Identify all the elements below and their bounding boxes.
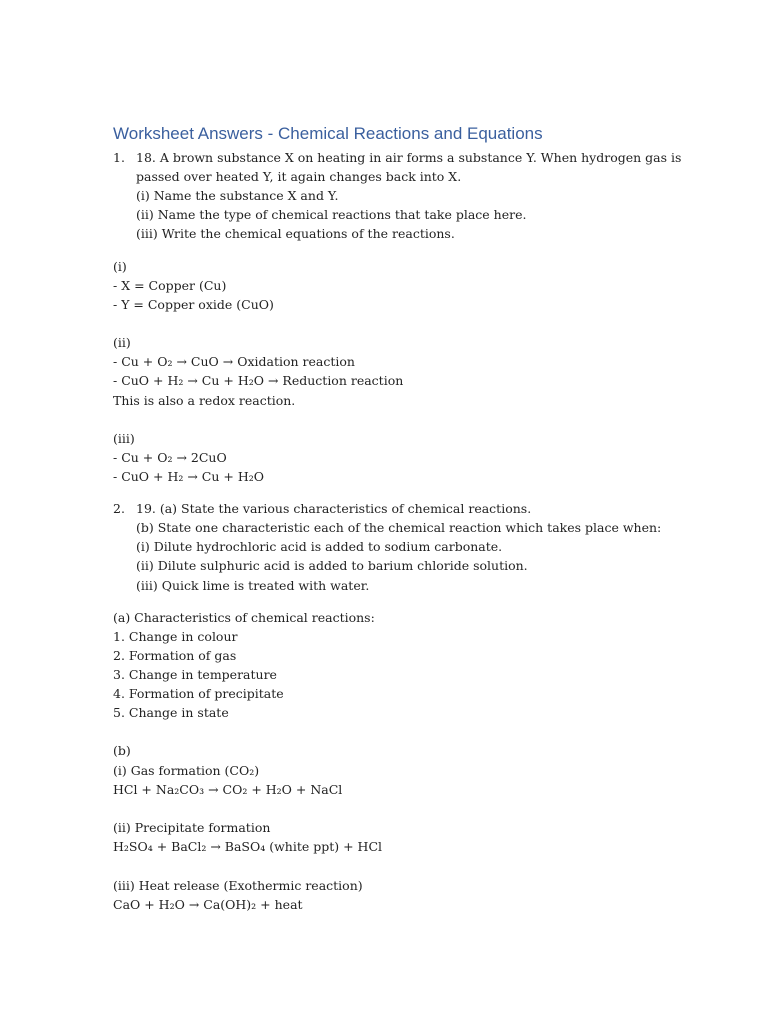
answer-line: - Cu + O₂ → 2CuO	[113, 450, 227, 465]
question-2-line: 19. (a) State the various characteristics of chemical reactions.	[136, 501, 532, 516]
question-2-line: (ii) Dilute sulphuric acid is added to barium chloride solution.	[136, 558, 528, 573]
question-2-line: (b) State one characteristic each of the chemical reaction which takes place when:	[136, 520, 662, 535]
answer-line: (ii) Precipitate formation	[113, 820, 271, 835]
question-2-line: (iii) Quick lime is treated with water.	[136, 578, 370, 593]
page-title: Worksheet Answers - Chemical Reactions and Equations	[113, 124, 543, 143]
question-1-line: 18. A brown substance X on heating in air forms a substance Y. When hydrogen gas is	[136, 150, 682, 165]
answer-line: H₂SO₄ + BaCl₂ → BaSO₄ (white ppt) + HCl	[113, 839, 383, 854]
question-1-number: 1.	[113, 150, 125, 165]
answer-line: CaO + H₂O → Ca(OH)₂ + heat	[113, 897, 303, 912]
answer-line: - Cu + O₂ → CuO → Oxidation reaction	[113, 354, 355, 369]
answer-line: (i) Gas formation (CO₂)	[113, 763, 260, 778]
answer-line: HCl + Na₂CO₃ → CO₂ + H₂O + NaCl	[113, 782, 343, 797]
answer-2-part-b-label: (b)	[113, 743, 131, 758]
answer-2-part-a-label: (a) Characteristics of chemical reactions:	[113, 610, 375, 625]
answer-line: - X = Copper (Cu)	[113, 278, 227, 293]
answer-1-part-iii-label: (iii)	[113, 431, 135, 446]
question-1-line: (i) Name the substance X and Y.	[136, 188, 339, 203]
answer-line: 2. Formation of gas	[113, 648, 237, 663]
answer-line: 1. Change in colour	[113, 629, 238, 644]
answer-1-part-i-label: (i)	[113, 259, 127, 274]
answer-line: 4. Formation of precipitate	[113, 686, 284, 701]
answer-line: This is also a redox reaction.	[113, 393, 296, 408]
question-1-line: (iii) Write the chemical equations of the reactions.	[136, 226, 455, 241]
question-2-line: (i) Dilute hydrochloric acid is added to sodium carbonate.	[136, 539, 503, 554]
answer-line: - CuO + H₂ → Cu + H₂O → Reduction reaction	[113, 373, 404, 388]
answer-line: (iii) Heat release (Exothermic reaction)	[113, 878, 363, 893]
answer-line: - Y = Copper oxide (CuO)	[113, 297, 274, 312]
answer-line: 5. Change in state	[113, 705, 229, 720]
question-1-line: (ii) Name the type of chemical reactions that take place here.	[136, 207, 527, 222]
question-1-line: passed over heated Y, it again changes back into X.	[136, 169, 462, 184]
question-2-number: 2.	[113, 501, 125, 516]
answer-line: - CuO + H₂ → Cu + H₂O	[113, 469, 265, 484]
answer-line: 3. Change in temperature	[113, 667, 277, 682]
answer-1-part-ii-label: (ii)	[113, 335, 131, 350]
